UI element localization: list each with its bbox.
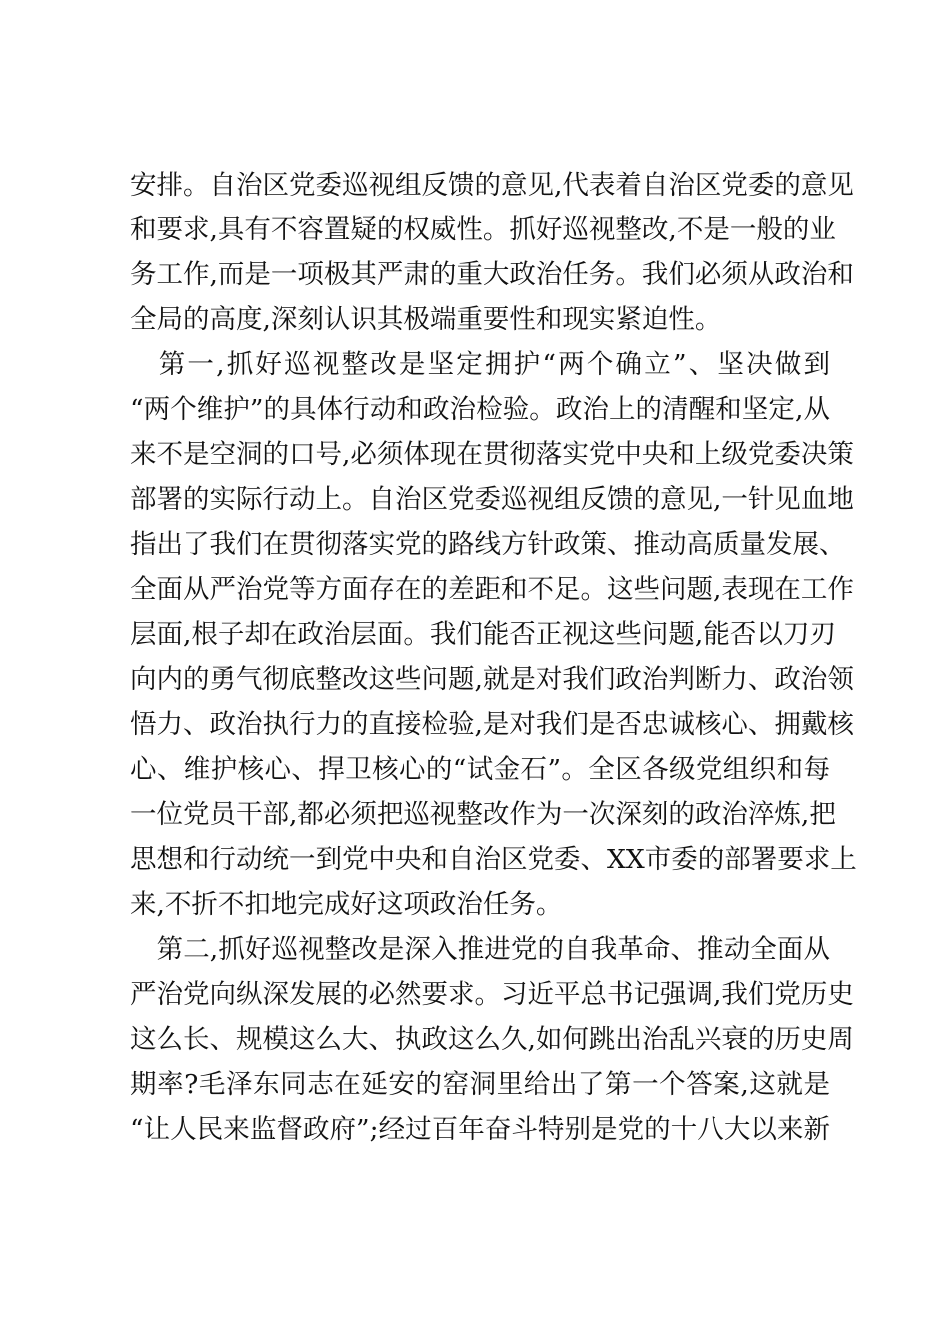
text-line: 思想和行动统一到党中央和自治区党委、XX市委的部署要求上: [130, 844, 857, 875]
text-line: 和要求,具有不容置疑的权威性。抓好巡视整改,不是一般的业: [130, 214, 836, 245]
text-line: 安排。自治区党委巡视组反馈的意见,代表着自治区党委的意见: [130, 170, 854, 201]
text-line: 向内的勇气彻底整改这些问题,就是对我们政治判断力、政治领: [130, 664, 854, 695]
text-line: 全面从严治党等方面存在的差距和不足。这些问题,表现在工作: [130, 574, 854, 605]
text-line: 严治党向纵深发展的必然要求。习近平总书记强调,我们党历史: [130, 979, 854, 1010]
text-line: “让人民来监督政府”;经过百年奋斗特别是党的十八大以来新: [130, 1114, 830, 1145]
text-line: 来不是空洞的口号,必须体现在贯彻落实党中央和上级党委决策: [130, 439, 854, 470]
paragraph-first-line: 第一,抓好巡视整改是坚定拥护“两个确立”、坚决做到: [130, 349, 830, 380]
text-line: 一位党员干部,都必须把巡视整改作为一次深刻的政治淬炼,把: [130, 799, 836, 830]
text-line: 务工作,而是一项极其严肃的重大政治任务。我们必须从政治和: [130, 259, 854, 290]
text-line: “两个维护”的具体行动和政治检验。政治上的清醒和坚定,从: [130, 394, 830, 425]
text-line: 悟力、政治执行力的直接检验,是对我们是否忠诚核心、拥戴核: [130, 709, 854, 740]
text-line: 层面,根子却在政治层面。我们能否正视这些问题,能否以刀刃: [130, 619, 836, 650]
text-line: 全局的高度,深刻认识其极端重要性和现实紧迫性。: [130, 304, 722, 335]
text-line: 部署的实际行动上。自治区党委巡视组反馈的意见,一针见血地: [130, 484, 854, 515]
text-line: 来,不折不扣地完成好这项政治任务。: [130, 889, 563, 920]
text-line: 期率?毛泽东同志在延安的窑洞里给出了第一个答案,这就是: [130, 1069, 830, 1100]
paragraph-first-line: 第二,抓好巡视整改是深入推进党的自我革命、推动全面从: [130, 934, 830, 965]
text-line: 这么长、规模这么大、执政这么久,如何跳出治乱兴衰的历史周: [130, 1024, 854, 1055]
text-line: 心、维护核心、捍卫核心的“试金石”。全区各级党组织和每: [130, 754, 830, 785]
text-line: 指出了我们在贯彻落实党的路线方针政策、推动高质量发展、: [130, 529, 846, 560]
